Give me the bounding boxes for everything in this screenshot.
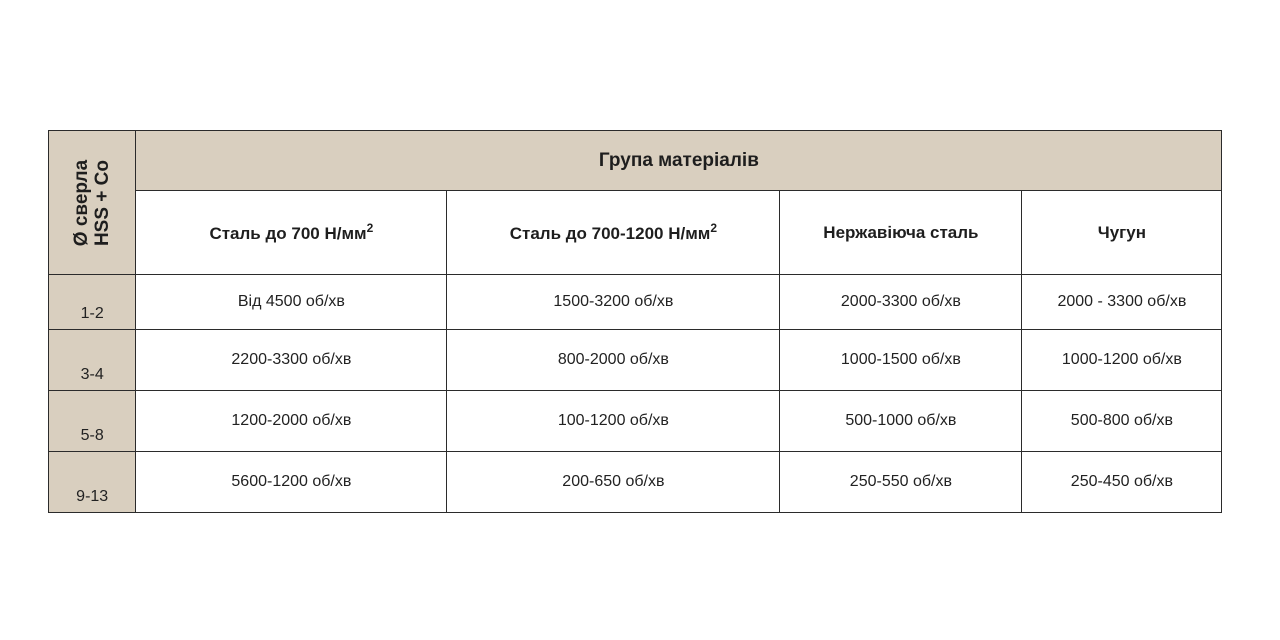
table-cell: 2000 - 3300 об/хв xyxy=(1022,275,1222,330)
table-cell: 2200-3300 об/хв xyxy=(136,330,447,391)
table-row xyxy=(49,330,1222,391)
table-cell: 250-450 об/хв xyxy=(1022,452,1222,513)
drill-diameter-label: Ø сверла HSS + Co xyxy=(71,159,114,246)
row-diameter: 1-2 xyxy=(49,275,136,330)
table-cell: 1000-1500 об/хв xyxy=(780,330,1022,391)
table-cell: 500-1000 об/хв xyxy=(780,391,1022,452)
table-cell: 5600-1200 об/хв xyxy=(136,452,447,513)
table-cell: 250-550 об/хв xyxy=(780,452,1022,513)
table-cell: 1500-3200 об/хв xyxy=(447,275,780,330)
material-group-header: Група матеріалів xyxy=(136,131,1222,191)
column-header-stainless-steel: Нержавіюча сталь xyxy=(780,191,1022,275)
table-cell: 100-1200 об/хв xyxy=(447,391,780,452)
corner-header xyxy=(49,131,136,275)
table-cell: 500-800 об/хв xyxy=(1022,391,1222,452)
column-header-steel-700-1200: Сталь до 700-1200 $Н/мм^2$ xyxy=(447,191,780,275)
table-cell: 1200-2000 об/хв xyxy=(136,391,447,452)
row-diameter: 5-8 xyxy=(49,391,136,452)
table-cell: 200-650 об/хв xyxy=(447,452,780,513)
table-row xyxy=(49,452,1222,513)
table-cell: 800-2000 об/хв xyxy=(447,330,780,391)
row-diameter: 3-4 xyxy=(49,330,136,391)
row-diameter: 9-13 xyxy=(49,452,136,513)
table-row xyxy=(49,275,1222,330)
table-cell: 2000-3300 об/хв xyxy=(780,275,1022,330)
table-cell: Від 4500 об/хв xyxy=(136,275,447,330)
table-row xyxy=(49,391,1222,452)
drill-speed-table xyxy=(48,130,1222,513)
column-header-steel-700: Сталь до 700 $Н/мм^2$ xyxy=(136,191,447,275)
column-header-cast-iron: Чугун xyxy=(1022,191,1222,275)
table-cell: 1000-1200 об/хв xyxy=(1022,330,1222,391)
